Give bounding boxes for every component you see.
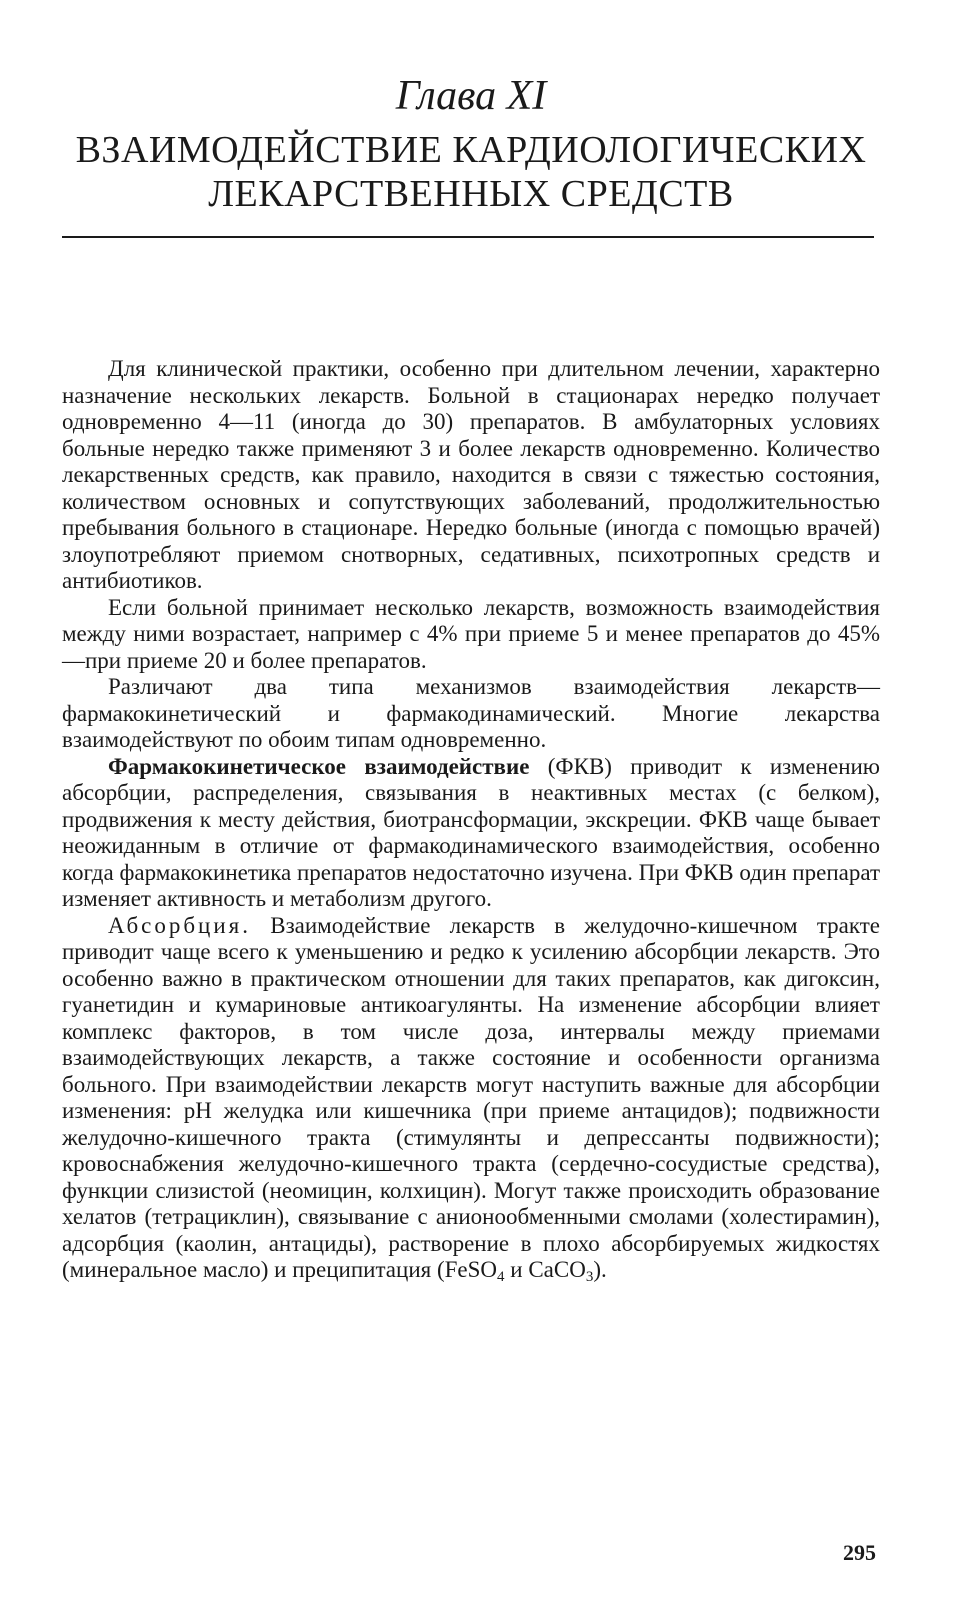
chapter-title-line-1: ВЗАИМОДЕЙСТВИЕ КАРДИОЛОГИЧЕСКИХ [75, 129, 867, 171]
absorption-term: Абсорбция. [108, 912, 252, 938]
paragraph-5 [62, 913, 880, 1284]
paragraph-2: Если больной принимает несколько лекарств, возможность взаимодействия между ними возрастает, например с 4% при приеме 5 и менее препаратов до 45%—при приеме 20 и более препаратов. [62, 594, 880, 673]
chapter-title [62, 128, 880, 216]
body-text [62, 356, 880, 1284]
paragraph-4 [62, 754, 880, 913]
paragraph-1: Для клинической практики, особенно при длительном лечении, характерно назначение нескольких лекарств. Больной в стационарах нередко получает одновременно 4—11 (иногда до 30) препаратов. В амбулаторных условиях больные нередко также применяют 3 и более лекарств одновременно. Количество лекарственных средств, как правило, находится в связи с тяжестью состояния, количеством основных и сопутствующих заболеваний, продолжительностью пребывания больного в стационаре. Нередко больные (иногда с помощью врачей) злоупотребляют приемом снотворных, седативных, психотропных средств и антибиотиков. [62, 356, 880, 593]
chapter-title-line-2: ЛЕКАРСТВЕННЫХ СРЕДСТВ [208, 173, 734, 215]
paragraph-5-end: ). [593, 1257, 607, 1282]
paragraph-3: Различают два типа механизмов взаимодействия лекарств—фармакокинетический и фармакодинамический. Многие лекарства взаимодействуют по обоим типам одновременно. [62, 674, 880, 752]
chapter-label: Глава XI [395, 73, 547, 119]
paragraph-4-text: (ФКВ) приводит к изменению абсорбции, распределения, связывания в неактивных местах (с белком), продвижения к месту действия, биотрансформации, экскреции. ФКВ чаще бывает неожиданным в отличие от фармакодинамического взаимодействия, особенно когда фармакокинетика препаратов недостаточно изучена. При ФКВ один препарат изменяет активность и метаболизм другого. [62, 753, 880, 911]
title-divider [62, 236, 874, 238]
subscript-3: 3 [585, 1269, 594, 1285]
page-number: 295 [843, 1540, 876, 1565]
book-page [62, 0, 880, 1600]
paragraph-5-text: Взаимодействие лекарств в желудочно-кишечном тракте приводит чаще всего к уменьшению и редко к усилению абсорбции лекарств. Это особенно важно в практическом отношении для таких препаратов, как дигоксин, гуанетидин и кумариновые антикоагулянты. На изменение абсорбции влияет комплекс факторов, в том числе доза, интервалы между приемами взаимодействующих лекарств, а также состояние и особенности организма больного. При взаимодействии лекарств могут наступить важные для абсорбции изменения: pH желудка или кишечника (при приеме антацидов); подвижности желудочно-кишечного тракта (стимулянты и депрессанты подвижности); кровоснабжения желудочно-кишечного тракта (сердечно-сосудистые средства), функции слизистой (неомицин, колхицин). Могут также происходить образование хелатов (тетрациклин), связывание с анионообменными смолами (холестирамин), адсорбция (каолин, антациды), растворение в плохо абсорбируемых жидкостях (минеральное масло) и преципитация (FeSO [62, 912, 880, 1282]
pharmacokinetic-term: Фармакокинетическое взаимодействие [108, 753, 530, 779]
paragraph-5-mid: и CaCO [504, 1257, 586, 1282]
subscript-4: 4 [497, 1269, 505, 1285]
